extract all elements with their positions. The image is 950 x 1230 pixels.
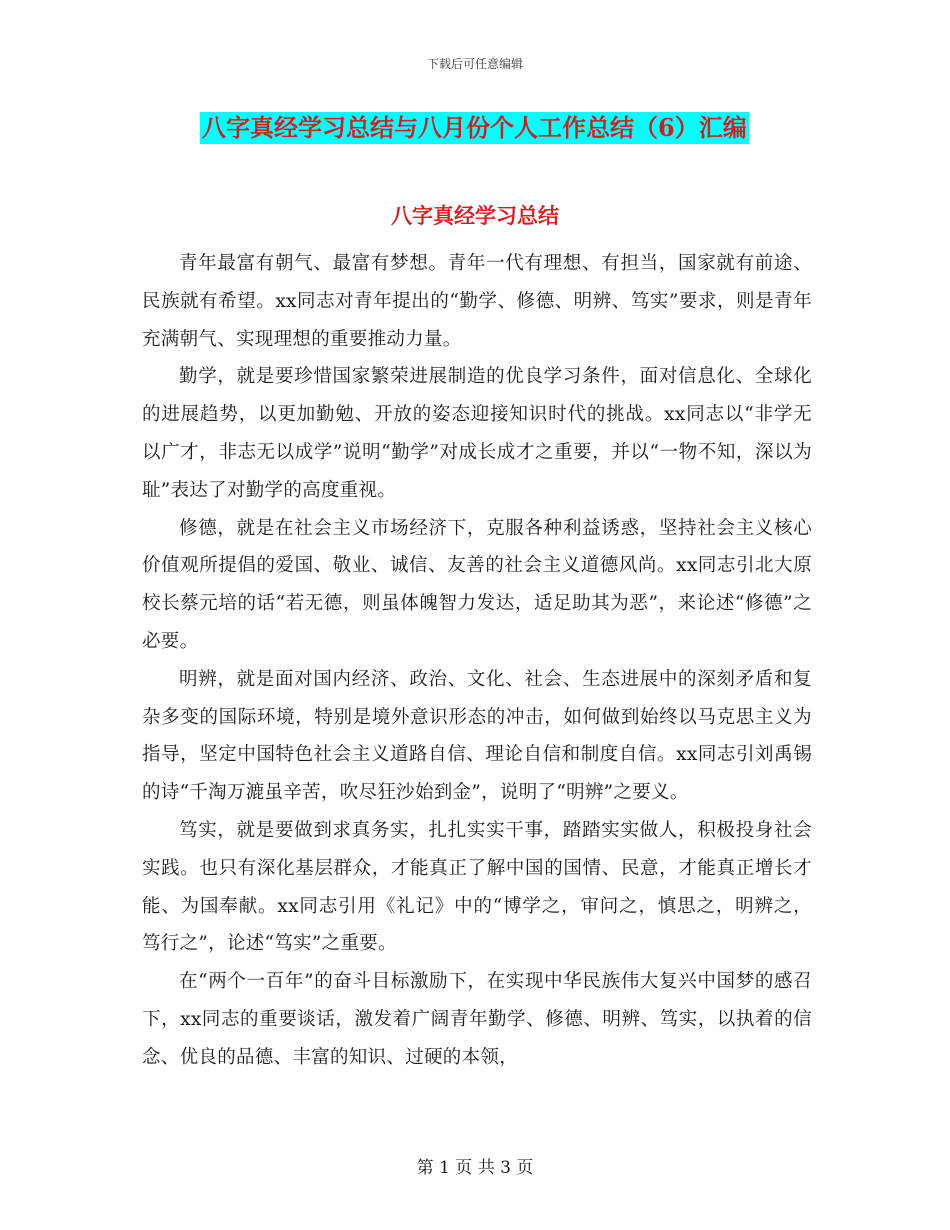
body-paragraph: 笃实，就是要做到求真务实，扎扎实实干事，踏踏实实做人，积极投身社会实践。也只有深化基层群众，才能真正了解中国的国情、民意，才能真正增长才能、为国奉献。xx同志引用《礼记》中的“博学之，审问之，慎思之，明辨之，笃行之”，论述“笃实”之重要。 — [142, 819, 812, 955]
document-title: 八字真经学习总结与八月份个人工作总结（6）汇编 — [202, 113, 747, 142]
body-paragraph: 修德，就是在社会主义市场经济下，克服各种利益诱惑，坚持社会主义核心价值观所提倡的爱国、敬业、诚信、友善的社会主义道德风尚。xx同志引北大原校长蔡元培的话“若无德，则虽体魄智力发达，适足助其为恶”，来论述“修德”之必要。 — [142, 517, 812, 652]
page-number: 第 1 页 共 3 页 — [416, 1158, 534, 1178]
header-note: 下载后可任意编辑 — [426, 57, 523, 71]
body-paragraph: 勤学，就是要珍惜国家繁荣进展制造的优良学习条件，面对信息化、全球化的进展趋势，以更加勤勉、开放的姿态迎接知识时代的挑战。xx同志以“非学无以广才，非志无以成学”说明“勤学”对成长成才之重要，并以“一物不知，深以为耻”表达了对勤学的高度重视。 — [142, 366, 812, 501]
document-body — [142, 245, 812, 1077]
body-paragraph: 在“两个一百年”的奋斗目标激励下，在实现中华民族伟大复兴中国梦的感召下，xx同志的重要谈话，激发着广阔青年勤学、修德、明辨、笃实，以执着的信念、优良的品德、丰富的知识、过硬的本领， — [142, 971, 812, 1068]
body-paragraph: 明辨，就是面对国内经济、政治、文化、社会、生态进展中的深刻矛盾和复杂多变的国际环境，特别是境外意识形态的冲击，如何做到始终以马克思主义为指导，坚定中国特色社会主义道路自信、理论自信和制度自信。xx同志引刘禹锡的诗“千淘万漉虽辛苦，吹尽狂沙始到金”，说明了“明辨”之要义。 — [142, 668, 812, 804]
body-paragraph: 青年最富有朝气、最富有梦想。青年一代有理想、有担当，国家就有前途、民族就有希望。xx同志对青年提出的“勤学、修德、明辨、笃实”要求，则是青年充满朝气、实现理想的重要推动力量。 — [142, 253, 812, 350]
section-title: 八字真经学习总结 — [391, 203, 559, 228]
